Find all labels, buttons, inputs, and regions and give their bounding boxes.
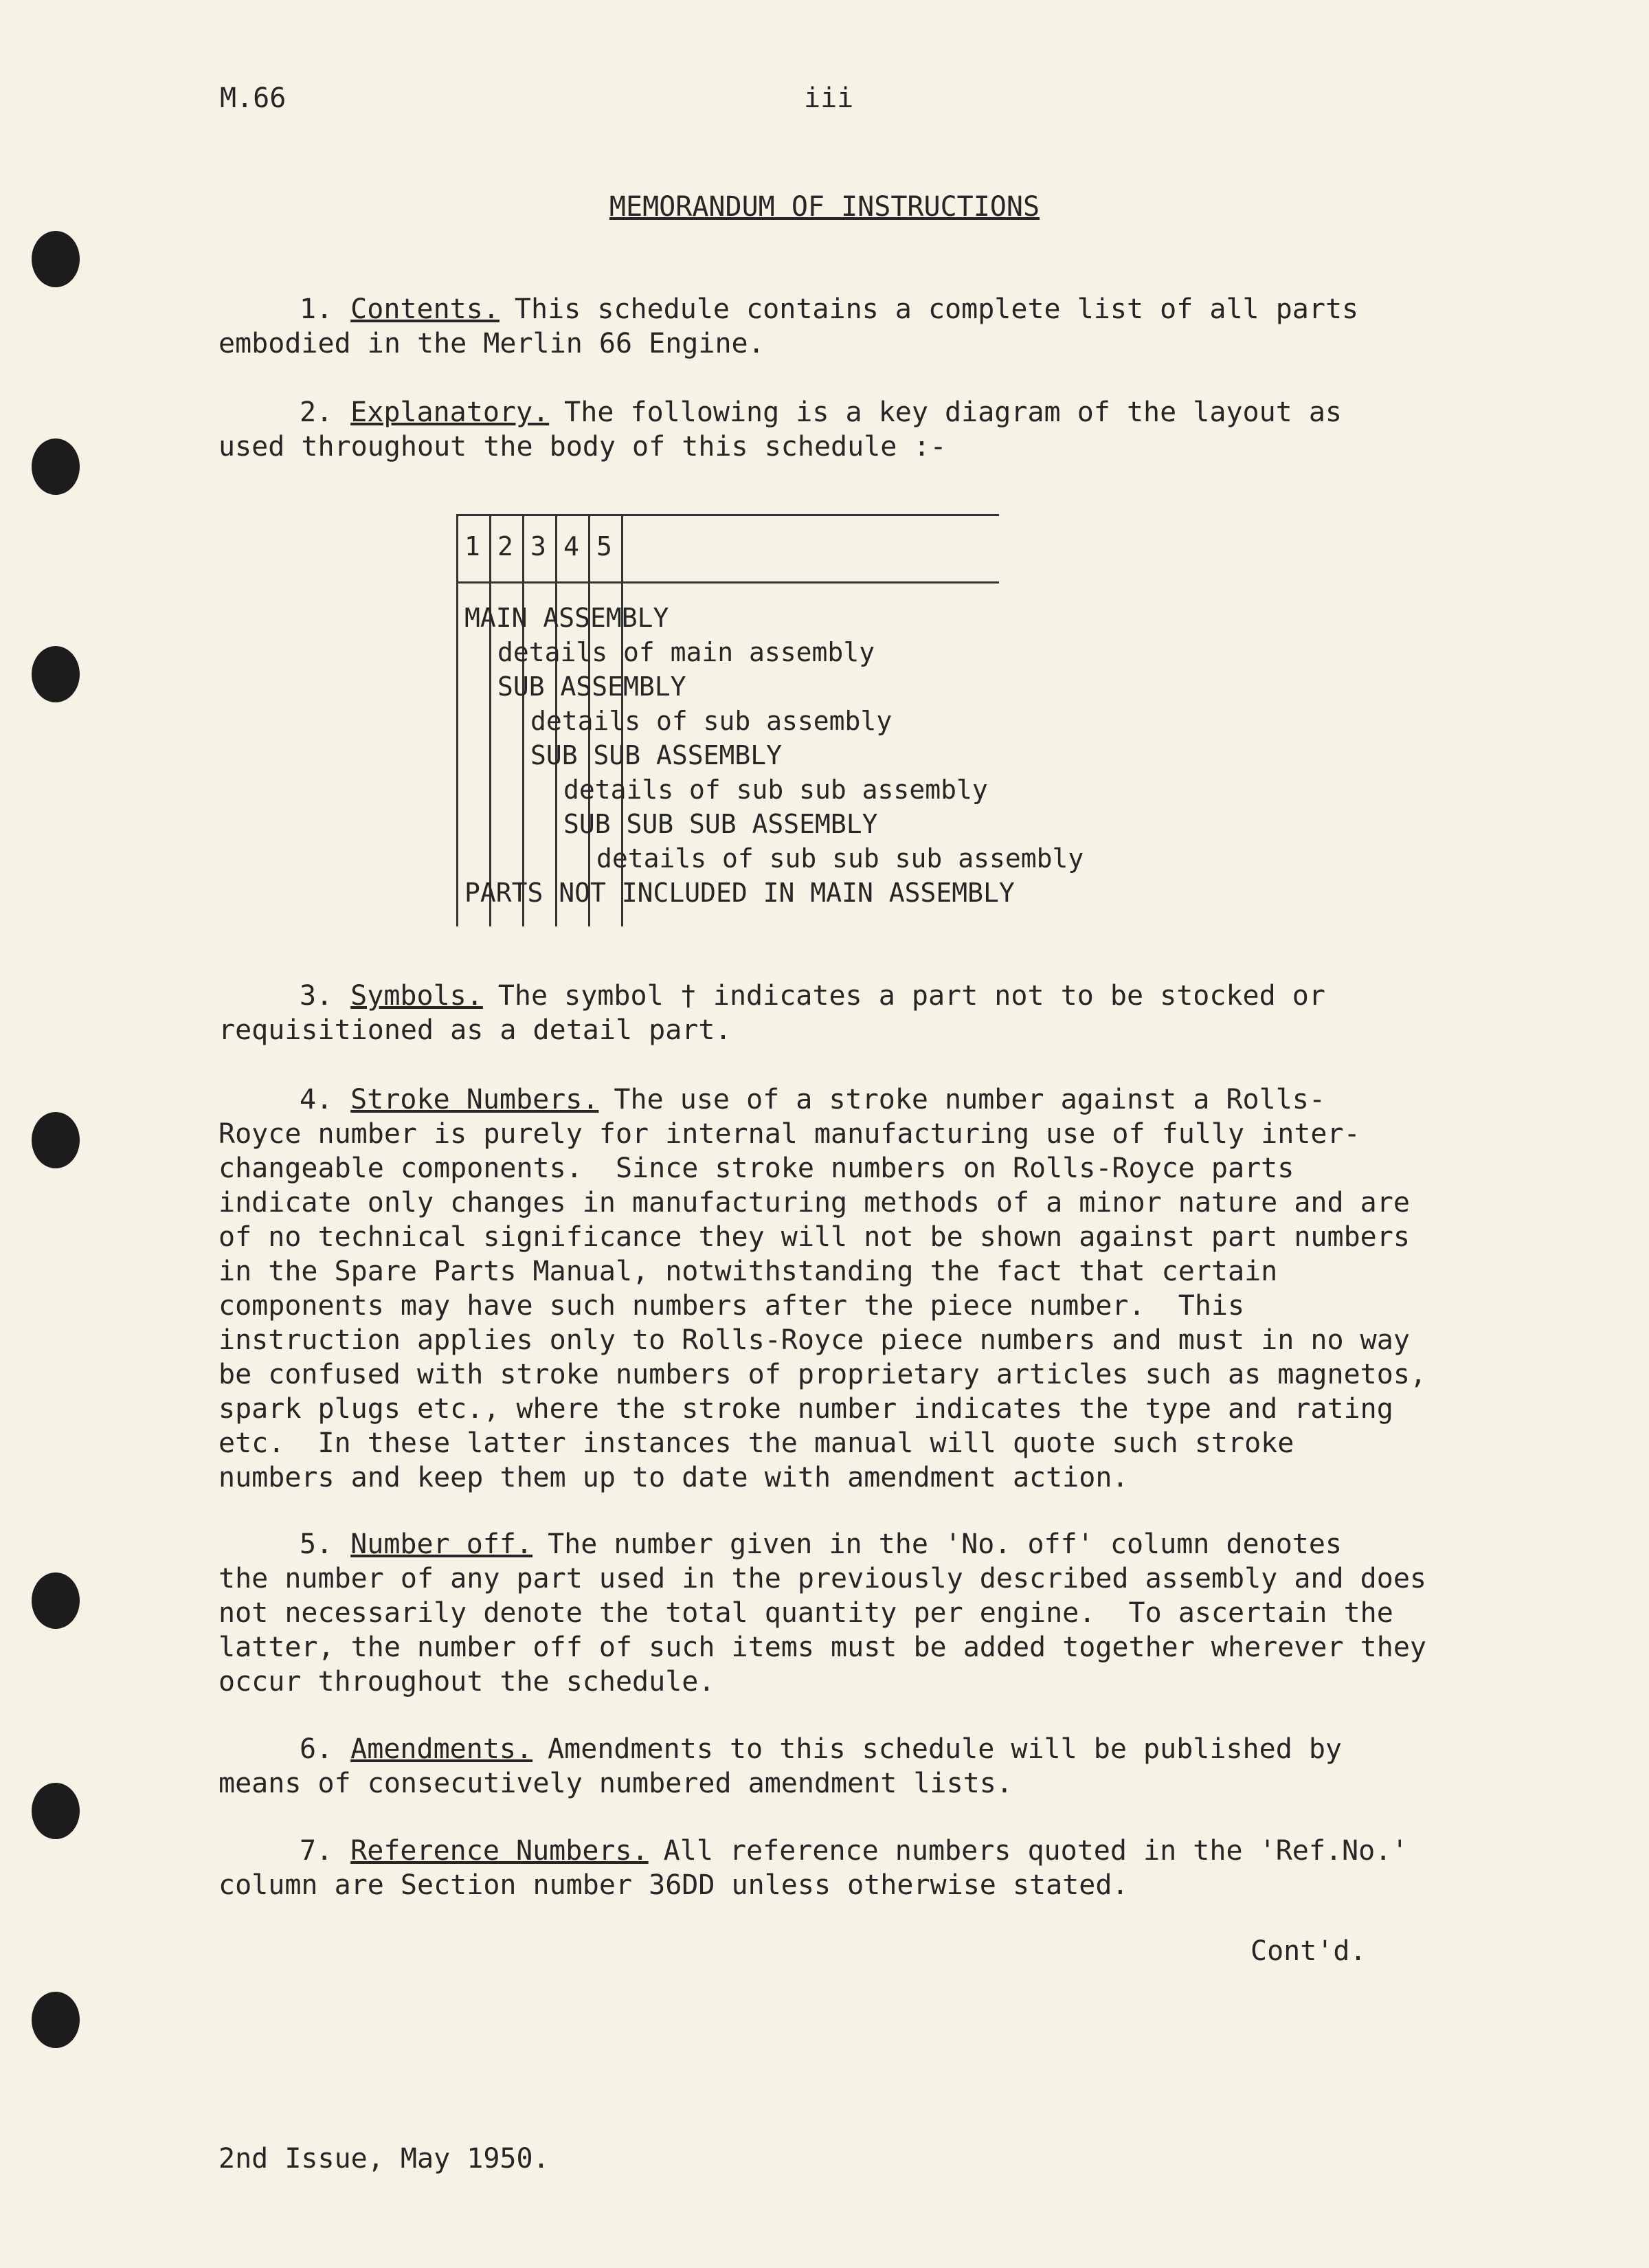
paragraph-text: This schedule contains a complete list of all parts embodied in the Merlin 66 Engine. — [218, 293, 1359, 359]
paragraph-symbols — [218, 979, 1428, 1047]
paragraph-text: The number given in the 'No. off' column denotes the number of any part used in the previously described assembly and does not necessarily denote the total quantity per engine. To ascertain the latter, the number off of such items must be added together wherever they occur throughout the schedule. — [218, 1528, 1426, 1698]
paragraph-number: 4. — [300, 1084, 333, 1115]
diagram-rule — [522, 514, 524, 926]
diagram-row: MAIN ASSEMBLY — [464, 603, 669, 633]
diagram-rule — [456, 514, 458, 926]
diagram-row: SUB SUB SUB ASSEMBLY — [563, 809, 878, 839]
paragraph-number: 6. — [300, 1733, 333, 1765]
paragraph-heading: Reference Numbers. — [350, 1835, 649, 1867]
diagram-rule — [456, 581, 999, 583]
diagram-column-number: 1 — [464, 531, 480, 562]
paragraph-number: 2. — [300, 397, 333, 428]
paragraph-heading: Amendments. — [350, 1733, 533, 1765]
paragraph-text: The use of a stroke number against a Rolls- Royce number is purely for internal manufacturing use of fully inter- changeable components. Since stroke numbers on Rolls-Royce parts indicate only changes in manufacturing methods of a minor nature and are of no technical significance they will not be shown against part numbers in the Spare Parts Manual, notwithstanding the fact that certain components may have such numbers after the piece number. This instruction applies only to Rolls-Royce piece numbers and must in no way be confused with stroke numbers of proprietary articles such as magnetos, spark plugs etc., where the stroke number indicates the type and rating etc. In these latter instances the manual will quote such stroke numbers and keep them up to date with amendment action. — [218, 1084, 1426, 1493]
paragraph-text: Amendments to this schedule will be published by means of consecutively numbered amendment lists. — [218, 1733, 1343, 1799]
diagram-row: details of main assembly — [497, 637, 875, 667]
diagram-column-number: 4 — [563, 531, 579, 562]
paragraph-contents — [218, 292, 1428, 361]
punch-hole — [32, 1783, 80, 1839]
punch-hole — [32, 1992, 80, 2048]
paragraph-number: 1. — [300, 293, 333, 325]
paragraph-text: The symbol † indicates a part not to be stocked or requisitioned as a detail part. — [218, 980, 1325, 1046]
paragraph-heading: Explanatory. — [350, 397, 550, 428]
page-title: MEMORANDUM OF INSTRUCTIONS — [609, 191, 1040, 223]
punch-hole — [32, 231, 80, 287]
paragraph-stroke-numbers — [218, 1082, 1428, 1495]
paragraph-explanatory — [218, 395, 1428, 464]
paragraph-number: 3. — [300, 980, 333, 1012]
paragraph-heading: Symbols. — [350, 980, 483, 1012]
paragraph-number: 5. — [300, 1528, 333, 1560]
diagram-rule — [489, 514, 491, 926]
punch-hole — [32, 646, 80, 702]
paragraph-heading: Number off. — [350, 1528, 533, 1560]
diagram-row: PARTS NOT INCLUDED IN MAIN ASSEMBLY — [464, 878, 1015, 908]
paragraph-number: 7. — [300, 1835, 333, 1867]
page-number: iii — [804, 82, 854, 114]
paragraph-heading: Contents. — [350, 293, 500, 325]
paragraph-heading: Stroke Numbers. — [350, 1084, 599, 1115]
diagram-column-number: 3 — [530, 531, 546, 562]
document-code: M.66 — [220, 82, 287, 114]
paragraph-number-off — [218, 1527, 1428, 1699]
punch-hole — [32, 1112, 80, 1168]
diagram-row: SUB ASSEMBLY — [497, 671, 686, 702]
continued-note: Cont'd. — [1250, 1935, 1367, 1967]
paragraph-amendments — [218, 1732, 1428, 1801]
diagram-row: details of sub sub assembly — [563, 775, 988, 805]
key-diagram — [453, 514, 1113, 933]
paragraph-reference-numbers — [218, 1834, 1428, 1902]
paragraph-text: All reference numbers quoted in the 'Ref.No.' column are Section number 36DD unless otherwise stated. — [218, 1835, 1409, 1901]
diagram-row: details of sub sub sub assembly — [596, 843, 1084, 874]
diagram-rule — [456, 514, 999, 516]
diagram-row: details of sub assembly — [530, 706, 893, 736]
punch-hole — [32, 1572, 80, 1629]
diagram-row: SUB SUB ASSEMBLY — [530, 740, 783, 770]
punch-hole — [32, 438, 80, 495]
issue-footer: 2nd Issue, May 1950. — [218, 2143, 550, 2175]
diagram-column-number: 5 — [596, 531, 612, 562]
diagram-column-number: 2 — [497, 531, 513, 562]
paragraph-text: The following is a key diagram of the layout as used throughout the body of this schedule :- — [218, 397, 1343, 463]
